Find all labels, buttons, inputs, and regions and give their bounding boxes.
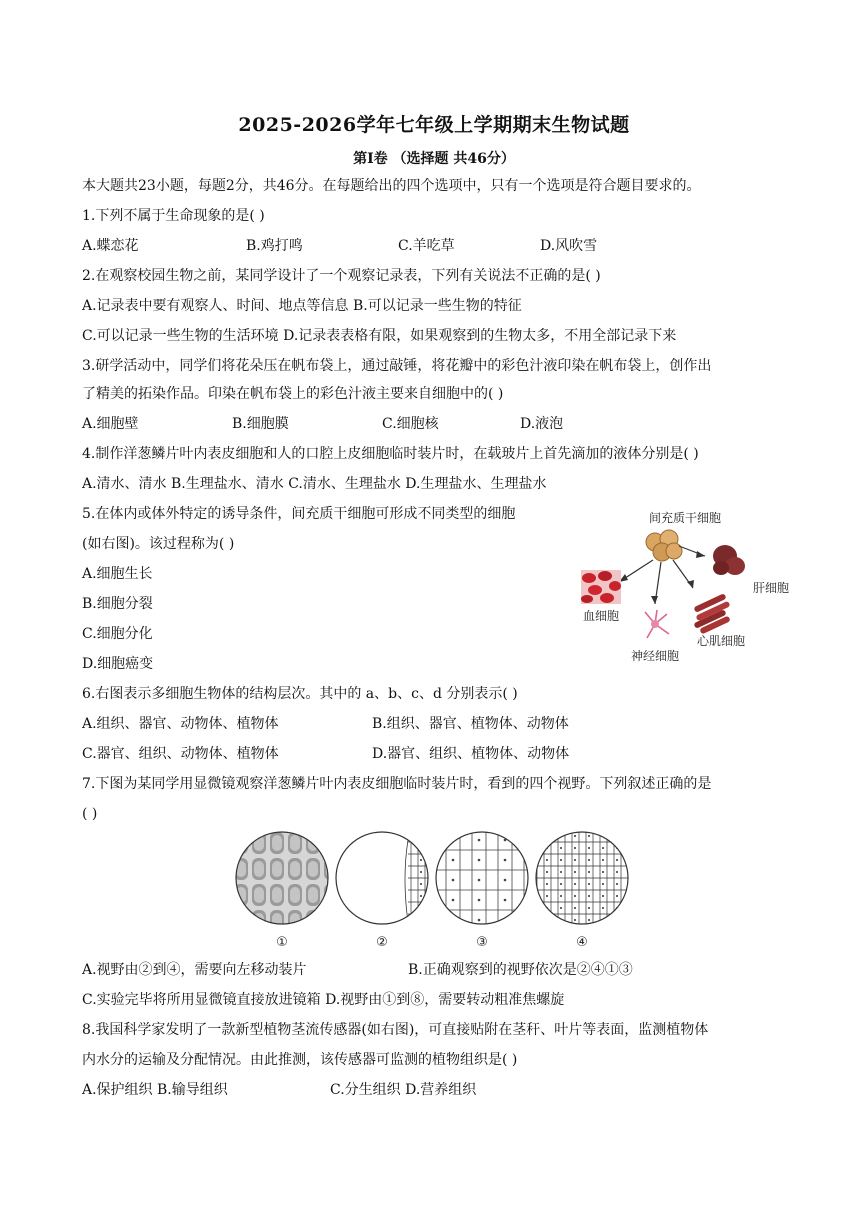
microscope-fields-figure <box>232 830 632 952</box>
figure-label-heart: 心肌细胞 <box>696 634 746 648</box>
question-8-stem-line1: 8.我国科学家发明了一款新型植物茎流传感器(如右图)，可直接贴附在茎秆、叶片等表面，监测植物体 <box>82 1022 709 1038</box>
page-title: 2025-2026学年七年级上学期期末生物试题 <box>238 114 630 136</box>
q5-option-a: A.细胞生长 <box>82 566 153 582</box>
q8-options-a-b: A.保护组织 B.输导组织 <box>82 1082 228 1098</box>
q1-option-b: B.鸡打鸣 <box>246 238 303 254</box>
field-label-4: ④ <box>576 935 588 950</box>
field-label-1: ① <box>276 935 288 950</box>
q6-option-a: A.组织、器官、动物体、植物体 <box>82 716 279 732</box>
nerve-cell-body <box>651 620 659 628</box>
field-label-3: ③ <box>476 935 488 950</box>
q7-option-c-d: C.实验完毕将所用显微镜直接放进镜箱 D.视野由①到⑧，需要转动粗准焦螺旋 <box>82 992 565 1008</box>
instructions: 本大题共23小题，每题2分，共46分。在每题给出的四个选项中，只有一个选项是符合题目要求的。 <box>82 178 701 194</box>
blood-cell-icon <box>581 570 621 604</box>
question-3-stem-line2: 了精美的拓染作品。印染在帆布袋上的彩色汁液主要来自细胞中的( ) <box>82 386 504 402</box>
q6-option-d: D.器官、组织、植物体、动物体 <box>372 746 570 762</box>
question-7-stem-line1: 7.下图为某同学用显微镜观察洋葱鳞片叶内表皮细胞临时装片时，看到的四个视野。下列叙述正确的是 <box>82 776 712 792</box>
field-3-large <box>436 832 528 924</box>
q2-options-line1: A.记录表中要有观察人、时间、地点等信息 B.可以记录一些生物的特征 <box>82 298 522 314</box>
heart-muscle-icon <box>693 593 730 634</box>
figure-label-liver: 肝细胞 <box>752 581 790 595</box>
q8-options-c-d: C.分生组织 D.营养组织 <box>330 1082 477 1098</box>
question-1-stem: 1.下列不属于生命现象的是( ) <box>82 208 265 224</box>
question-5-stem-line2: (如右图)。该过程称为( ) <box>82 536 235 552</box>
figure-label-blood: 血细胞 <box>582 609 620 623</box>
question-2-stem: 2.在观察校园生物之前，某同学设计了一个观察记录表，下列有关说法不正确的是( ) <box>82 268 601 284</box>
section-heading: 第Ⅰ卷 （选择题 共46分） <box>353 151 515 167</box>
q3-option-d: D.液泡 <box>520 416 564 432</box>
stem-cell-figure <box>575 508 795 668</box>
question-6-stem: 6.右图表示多细胞生物体的结构层次。其中的 a、b、c、d 分别表示( ) <box>82 686 518 702</box>
question-3-stem-line1: 3.研学活动中，同学们将花朵压在帆布袋上，通过敲锤，将花瓣中的彩色汁液印染在帆布袋上，创作出 <box>82 358 712 374</box>
question-7-stem-line2: ( ) <box>82 806 98 822</box>
liver-cell-icon <box>713 545 745 575</box>
figure-label-stem-cell: 间充质干细胞 <box>648 511 722 525</box>
q3-option-b: B.细胞膜 <box>232 416 289 432</box>
question-8-stem-line2: 内水分的运输及分配情况。由此推测，该传感器可监测的植物组织是( ) <box>82 1052 518 1068</box>
question-5-stem-line1: 5.在体内或体外特定的诱导条件，间充质干细胞可形成不同类型的细胞 <box>82 506 516 522</box>
q6-option-c: C.器官、组织、动物体、植物体 <box>82 746 279 762</box>
figure-label-nerve: 神经细胞 <box>630 649 680 663</box>
stem-cell-icon <box>646 530 682 561</box>
q6-option-b: B.组织、器官、植物体、动物体 <box>372 716 569 732</box>
q5-option-b: B.细胞分裂 <box>82 596 153 612</box>
q7-option-a: A.视野由②到④，需要向左移动装片 <box>82 962 307 978</box>
q5-option-c: C.细胞分化 <box>82 626 153 642</box>
q3-option-a: A.细胞壁 <box>82 416 139 432</box>
q1-option-a: A.蝶恋花 <box>82 238 139 254</box>
q5-option-d: D.细胞癌变 <box>82 656 154 672</box>
q1-option-d: D.风吹雪 <box>540 238 598 254</box>
q3-option-c: C.细胞核 <box>382 416 439 432</box>
q2-options-line2: C.可以记录一些生物的生活环境 D.记录表表格有限，如果观察到的生物太多，不用全部记录下来 <box>82 328 677 344</box>
field-1-blurry <box>236 832 328 924</box>
q7-option-b: B.正确观察到的视野依次是②④①③ <box>408 962 633 978</box>
field-2-edge <box>336 830 438 930</box>
field-4-small <box>536 832 628 924</box>
field-label-2: ② <box>376 935 388 950</box>
q4-options: A.清水、清水 B.生理盐水、清水 C.清水、生理盐水 D.生理盐水、生理盐水 <box>82 476 547 492</box>
q1-option-c: C.羊吃草 <box>398 238 455 254</box>
question-4-stem: 4.制作洋葱鳞片叶内表皮细胞和人的口腔上皮细胞临时装片时，在载玻片上首先滴加的液体分别是( ) <box>82 446 699 462</box>
